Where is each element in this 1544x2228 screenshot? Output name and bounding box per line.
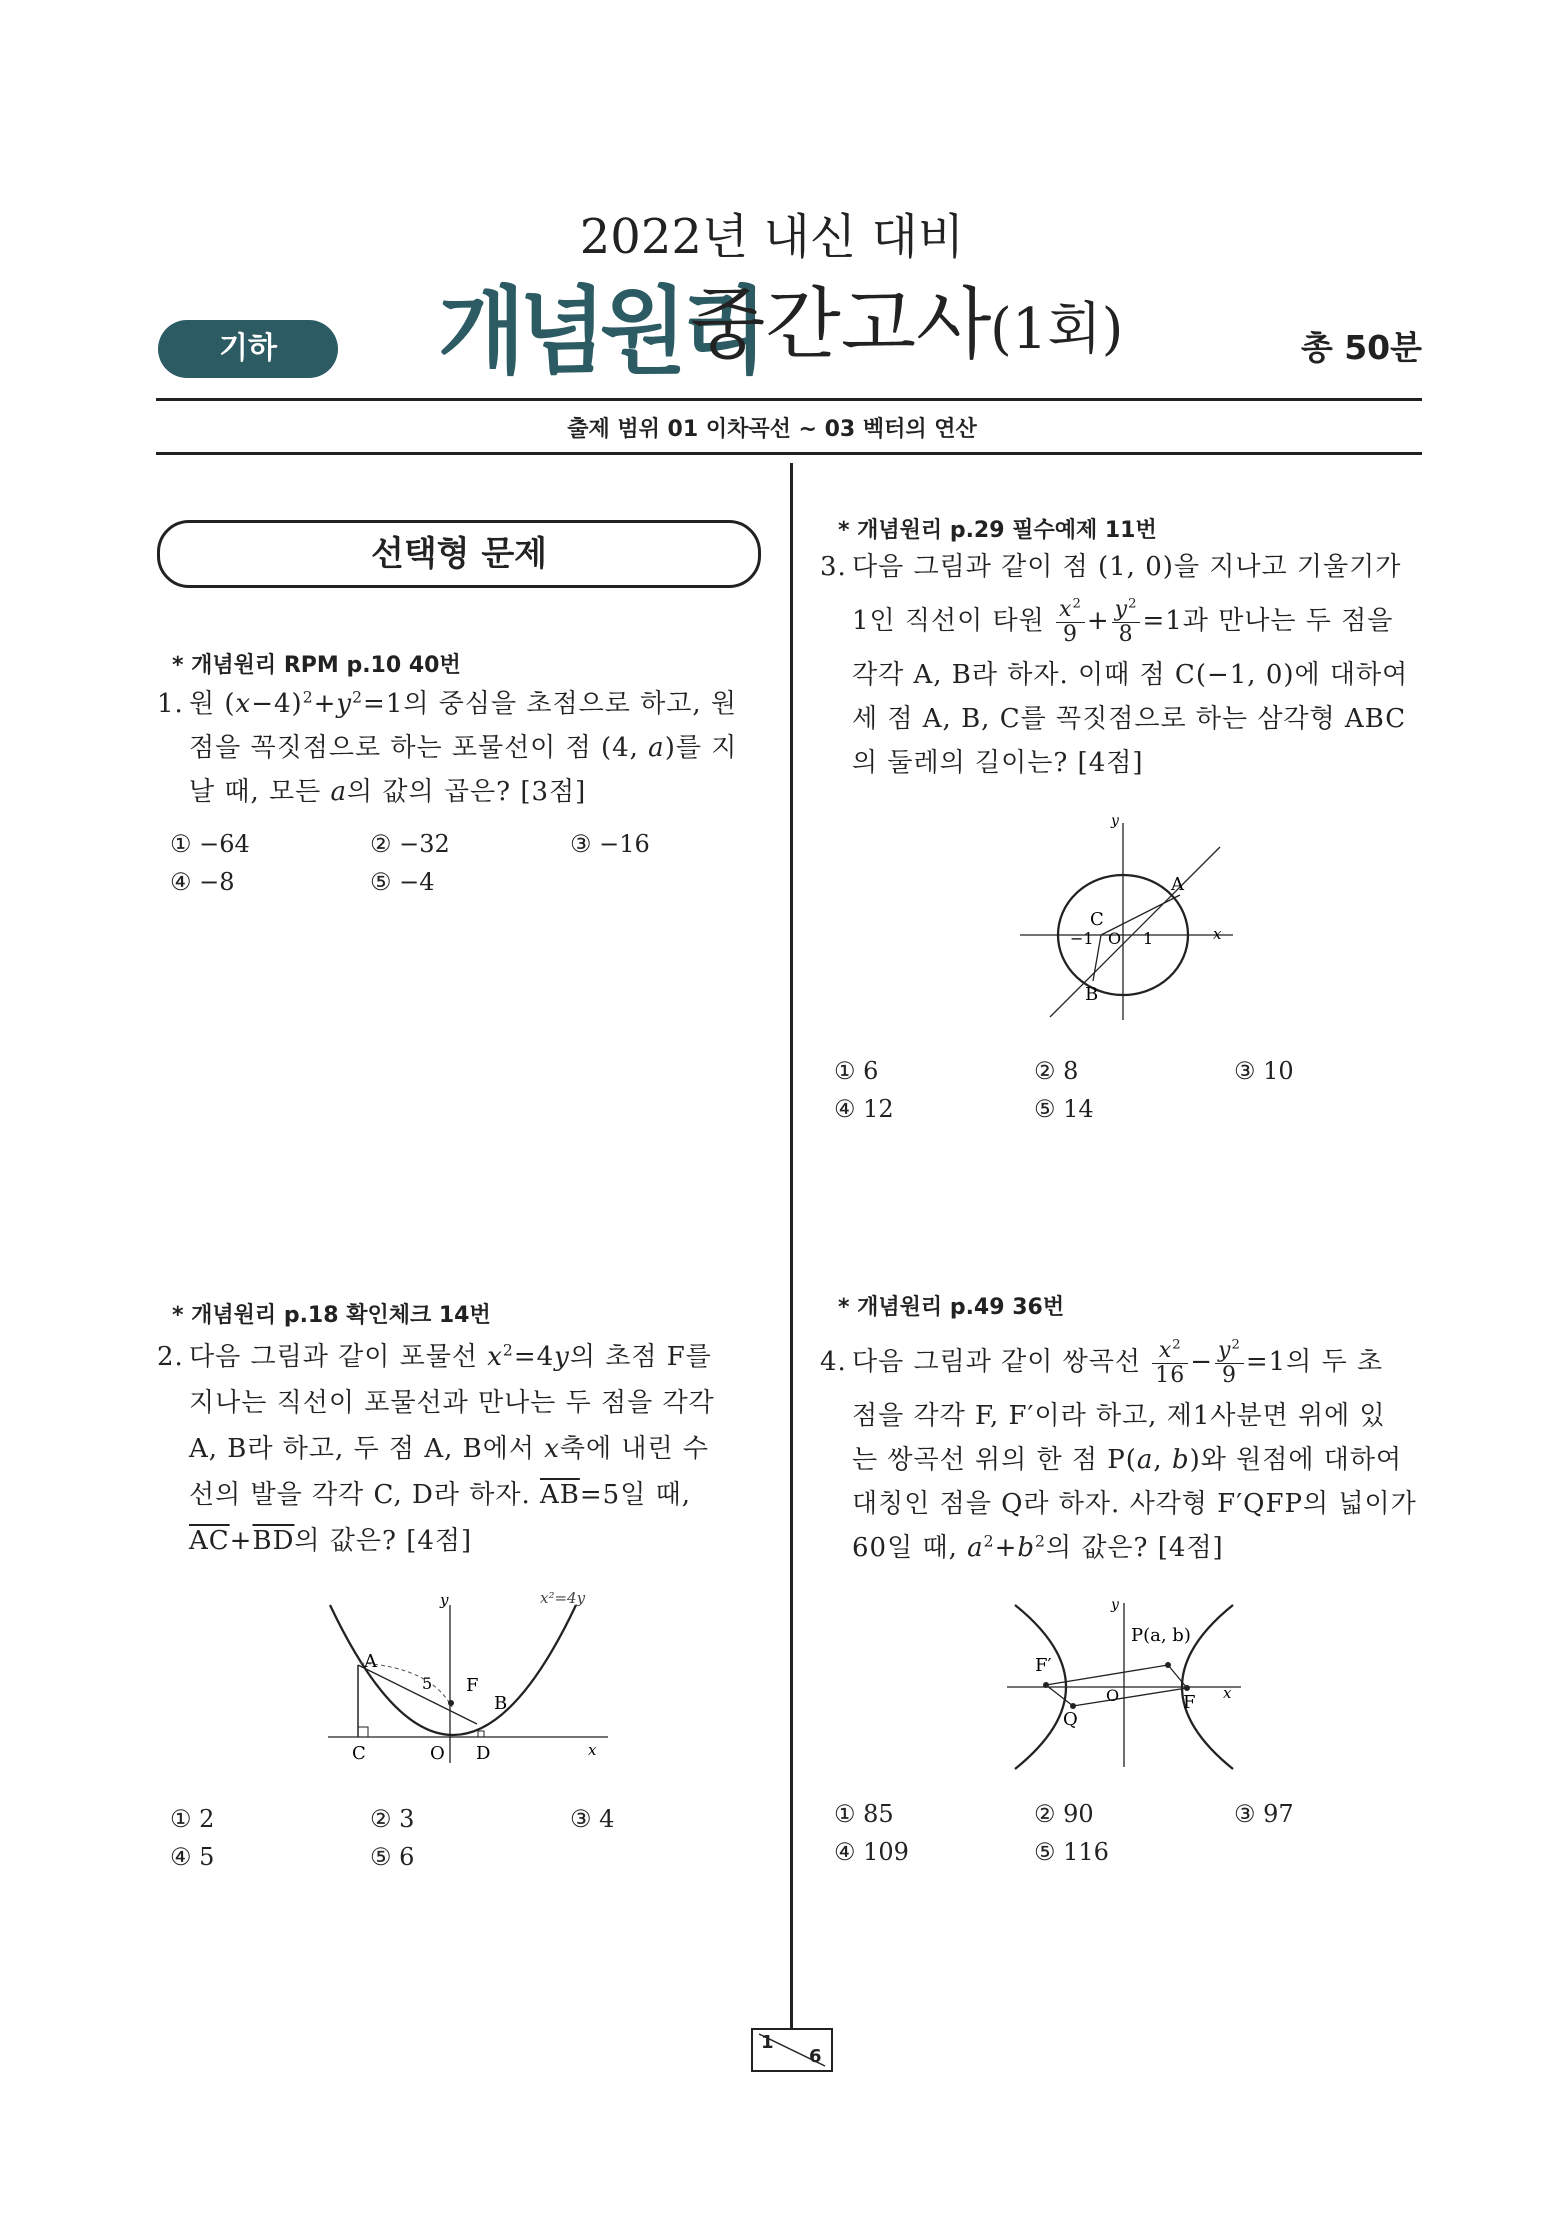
- brand-logo: 개념원리: [438, 276, 762, 388]
- q3-label-y: y: [1111, 815, 1119, 829]
- exam-subtitle: 2022년 내신 대비: [579, 209, 965, 265]
- q3-text: 3. 다음 그림과 같이 점 (1, 0)을 지나고 기울기가 1인 직선이 타원 $\frac{x^2}{9}$ + $\frac{y^2}{8}$ =1과 만나는 두 점을 각각 A, B라 하자. 이때 점 C(−1, 0)에 대하여 세 점 A, B, C를 꼭짓점으로 하는 삼각형 ABC 의 둘레의 길이는? [4점]: [820, 545, 1430, 785]
- q2-label-x: x: [588, 1741, 597, 1759]
- q3-option-4[interactable]: ④ 12: [834, 1095, 894, 1123]
- q2-label-F: F: [466, 1675, 479, 1696]
- q4-label-O: O: [1106, 1686, 1120, 1705]
- q4-figure: [1005, 1595, 1245, 1770]
- q3-label-O: O: [1108, 929, 1122, 948]
- q1-number: 1.: [157, 689, 184, 719]
- q1-option-3[interactable]: ③ −16: [570, 830, 650, 858]
- q4-label-Q: Q: [1063, 1709, 1078, 1730]
- q1-source: * 개념원리 RPM p.10 40번: [172, 653, 461, 678]
- q3-option-2[interactable]: ② 8: [1034, 1057, 1079, 1085]
- q2-option-2[interactable]: ② 3: [370, 1805, 415, 1833]
- q2-figure: [320, 1585, 610, 1765]
- header-rule-bottom: [156, 452, 1422, 455]
- q3-label-C: C: [1090, 909, 1104, 930]
- q2-point-F: [448, 1700, 454, 1706]
- q4-label-y: y: [1111, 1597, 1119, 1613]
- q3-option-1[interactable]: ① 6: [834, 1057, 879, 1085]
- q2-right-angle-D: [478, 1731, 484, 1737]
- total-time: 총 50분: [1300, 328, 1422, 367]
- q2-source: * 개념원리 p.18 확인체크 14번: [172, 1303, 491, 1328]
- q2-chord-AB: [358, 1665, 477, 1724]
- q2-option-4[interactable]: ④ 5: [170, 1843, 215, 1871]
- q3-label-neg1: −1: [1070, 929, 1094, 948]
- q2-text: 2. 다음 그림과 같이 포물선 $x^2=4y$의 초점 F를 지나는 직선이 포물선과 만나는 두 점을 각각 A, B라 하고, 두 점 A, B에서 x축에 내린 수 선의 발을 각각 C, D라 하자. $\overline{AB}=5$일 때, $\overline{AC}+\overline{BD}$의 값은? [4점]: [157, 1334, 769, 1564]
- q4-option-5[interactable]: ⑤ 116: [1034, 1838, 1109, 1866]
- q4-option-2[interactable]: ② 90: [1034, 1800, 1094, 1828]
- q4-point-F: [1184, 1685, 1190, 1691]
- q4-segment-FpQ: [1046, 1685, 1073, 1706]
- page-total: 6: [809, 2046, 822, 2067]
- q2-label-curve: x²=4y: [540, 1589, 586, 1607]
- q3-number: 3.: [820, 552, 847, 582]
- q4-label-Fp: F′: [1035, 1655, 1052, 1676]
- q2-label-y: y: [440, 1591, 449, 1609]
- q2-label-C: C: [352, 1743, 366, 1764]
- q1-option-4[interactable]: ④ −8: [170, 868, 235, 896]
- page-current: 1: [761, 2032, 774, 2053]
- q1-text: 1. 원 $(x-4)^2+y^2=1$의 중심을 초점으로 하고, 원 점을 꼭짓점으로 하는 포물선이 점 (4, a)를 지 날 때, 모든 a의 값의 곱은? [3점]: [157, 682, 769, 814]
- q2-right-angle-C: [358, 1727, 368, 1737]
- q3-label-one: 1: [1143, 929, 1154, 948]
- q4-option-4[interactable]: ④ 109: [834, 1838, 909, 1866]
- q2-label-O: O: [430, 1743, 445, 1764]
- subject-badge: 기하: [158, 320, 338, 378]
- header-rule-top: [156, 398, 1422, 401]
- q2-option-1[interactable]: ① 2: [170, 1805, 215, 1833]
- q2-option-5[interactable]: ⑤ 6: [370, 1843, 415, 1871]
- q4-segment-QF: [1073, 1688, 1187, 1706]
- exam-round: (1회): [990, 297, 1124, 362]
- q4-point-Fp: [1043, 1682, 1049, 1688]
- q2-label-D: D: [476, 1743, 491, 1764]
- q3-label-B: B: [1085, 984, 1099, 1005]
- q3-source: * 개념원리 p.29 필수예제 11번: [838, 518, 1157, 543]
- q1-option-5[interactable]: ⑤ −4: [370, 868, 435, 896]
- q1-option-2[interactable]: ② −32: [370, 830, 450, 858]
- q4-option-1[interactable]: ① 85: [834, 1800, 894, 1828]
- q1-option-1[interactable]: ① −64: [170, 830, 250, 858]
- q4-option-3[interactable]: ③ 97: [1234, 1800, 1294, 1828]
- page-indicator: [751, 2028, 833, 2072]
- exam-title: 중간고사: [690, 280, 992, 370]
- q3-label-A: A: [1171, 874, 1184, 895]
- q2-label-A: A: [364, 1651, 377, 1672]
- column-divider: [790, 463, 793, 2030]
- q4-label-x: x: [1223, 1684, 1232, 1702]
- q2-option-3[interactable]: ③ 4: [570, 1805, 615, 1833]
- q4-number: 4.: [820, 1347, 847, 1377]
- q4-source: * 개념원리 p.49 36번: [838, 1295, 1065, 1320]
- q2-label-five: 5: [422, 1674, 433, 1693]
- q3-segment-CB: [1093, 935, 1101, 981]
- q2-number: 2.: [157, 1342, 184, 1372]
- q4-label-F: F: [1183, 1692, 1196, 1713]
- q2-label-B: B: [494, 1693, 508, 1714]
- q3-label-x: x: [1213, 925, 1222, 943]
- q3-option-3[interactable]: ③ 10: [1234, 1057, 1294, 1085]
- q4-text: 4. 다음 그림과 같이 쌍곡선 $\frac{x^2}{16}$ − $\frac{y^2}{9}$ =1의 두 초 점을 각각 F, F′이라 하고, 제1사분면 위에 있 는 쌍곡선 위의 한 점 P(a, b)와 원점에 대하여 대칭인 점을 Q라 하자. 사각형 F′QFP의 넓이가 60일 때, $a^2+b^2$의 값은? [4점]: [820, 1330, 1430, 1570]
- q3-option-5[interactable]: ⑤ 14: [1034, 1095, 1094, 1123]
- q3-figure: [1015, 815, 1235, 1025]
- q4-label-P: P(a, b): [1131, 1625, 1191, 1646]
- exam-scope: 출제 범위 01 이차곡선 ~ 03 벡터의 연산: [567, 417, 977, 442]
- section-title: 선택형 문제: [157, 520, 761, 588]
- q4-point-P: [1165, 1662, 1171, 1668]
